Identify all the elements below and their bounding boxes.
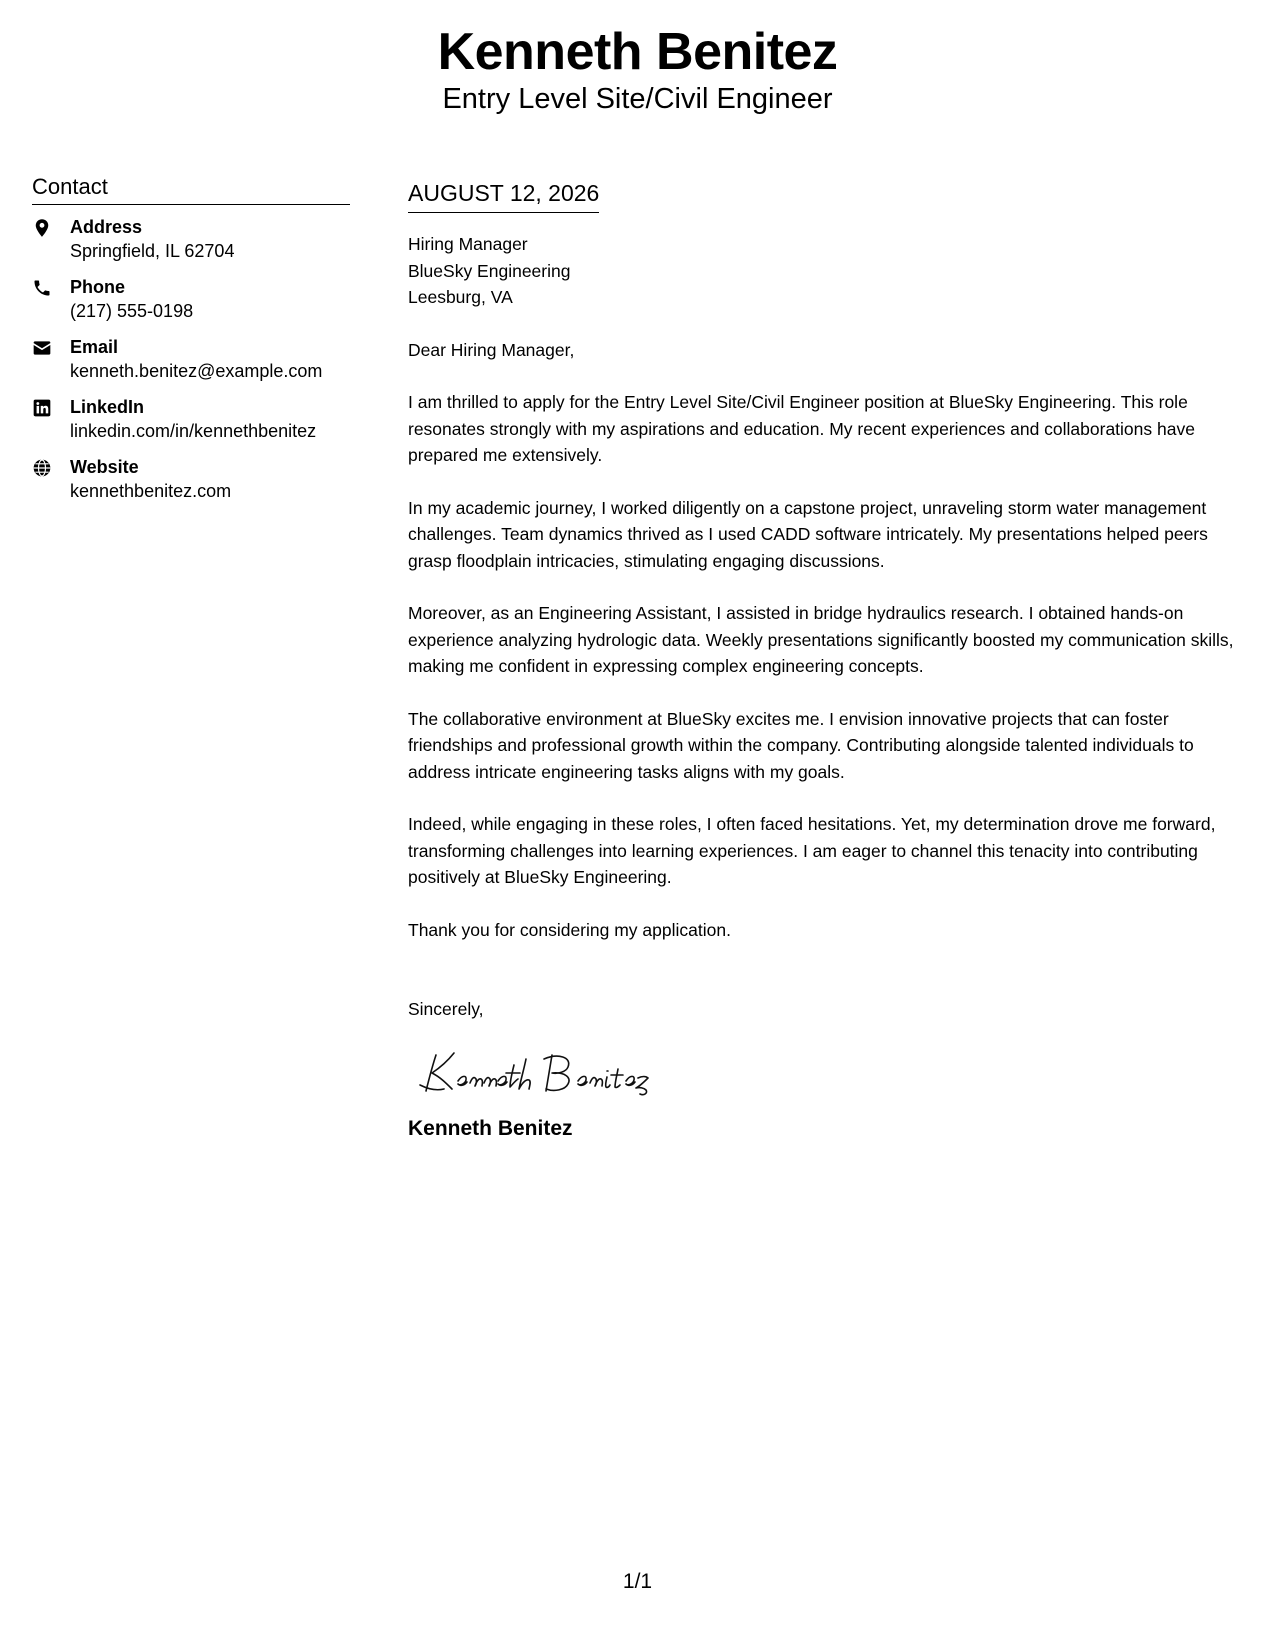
contact-heading: Contact [32,172,350,205]
page-number: 1/1 [622,1570,653,1593]
contact-item-website [32,455,350,504]
applicant-name: Kenneth Benitez [437,23,838,81]
applicant-role: Entry Level Site/Civil Engineer [442,83,833,115]
recipient-block [408,231,1253,311]
letter-body [408,178,1253,1143]
contact-value-website: kennethbenitez.com [70,481,232,501]
map-pin-icon [32,215,70,238]
contact-value-linkedin: linkedin.com/in/kennethbenitez [70,421,317,441]
contact-item-phone [32,275,350,324]
contact-item-linkedin [32,395,350,444]
linkedin-icon [32,395,70,418]
contact-item-address [32,215,350,264]
signer-name: Kenneth Benitez [408,1116,573,1140]
closing: Sincerely, [408,999,484,1019]
date-block [408,178,599,213]
contact-label-linkedin: LinkedIn [70,397,145,417]
recipient-line: BlueSky Engineering [408,260,571,281]
letter-header [0,22,1275,116]
contact-list [32,215,350,504]
body-paragraph: Moreover, as an Engineering Assistant, I assisted in bridge hydraulics research. I obtained hands-on experience analyzing hydrologic data. Weekly presentations significantly boosted my communication skills, making me confident in expressing complex engineering concepts. [408,603,1234,676]
recipient-line: Hiring Manager [408,234,528,254]
contact-value-phone: (217) 555-0198 [70,301,194,321]
phone-icon [32,275,70,298]
recipient-line: Leesburg, VA [408,287,513,307]
body-paragraph: I am thrilled to apply for the Entry Level Site/Civil Engineer position at BlueSky Engineering. This role resonates strongly with my aspirations and education. My recent experiences and collaborations have prepared me extensively. [408,392,1195,465]
body-paragraph: In my academic journey, I worked diligently on a capstone project, unraveling storm water management challenges. Team dynamics thrived as I used CADD software intricately. My presentations helped peers grasp floodplain intricacies, stimulating engaging discussions. [408,497,1208,571]
letter-date: AUGUST 12, 2026 [408,180,600,206]
contact-item-email [32,335,350,384]
contact-value-address: Springfield, IL 62704 [70,241,235,261]
salutation: Dear Hiring Manager, [408,339,575,360]
globe-icon [32,455,70,478]
contact-value-email: kenneth.benitez@example.com [70,361,323,381]
body-paragraph: Thank you for considering my application. [408,919,731,940]
contact-label-phone: Phone [70,277,126,297]
envelope-icon [32,335,70,358]
body-paragraph: The collaborative environment at BlueSky excites me. I envision innovative projects that can foster friendships and professional growth within the company. Contributing alongside talented individuals to address intricate engineering tasks aligns with my goals. [408,708,1194,782]
contact-label-email: Email [70,337,119,357]
contact-label-address: Address [70,217,143,237]
contact-label-website: Website [70,457,139,477]
contact-sidebar [32,172,350,515]
handwritten-signature [418,1045,1253,1097]
body-paragraph: Indeed, while engaging in these roles, I often faced hesitations. Yet, my determination drove me forward, transforming challenges into learning experiences. I am eager to channel this tenacity into contributing positively at BlueSky Engineering. [408,814,1216,887]
